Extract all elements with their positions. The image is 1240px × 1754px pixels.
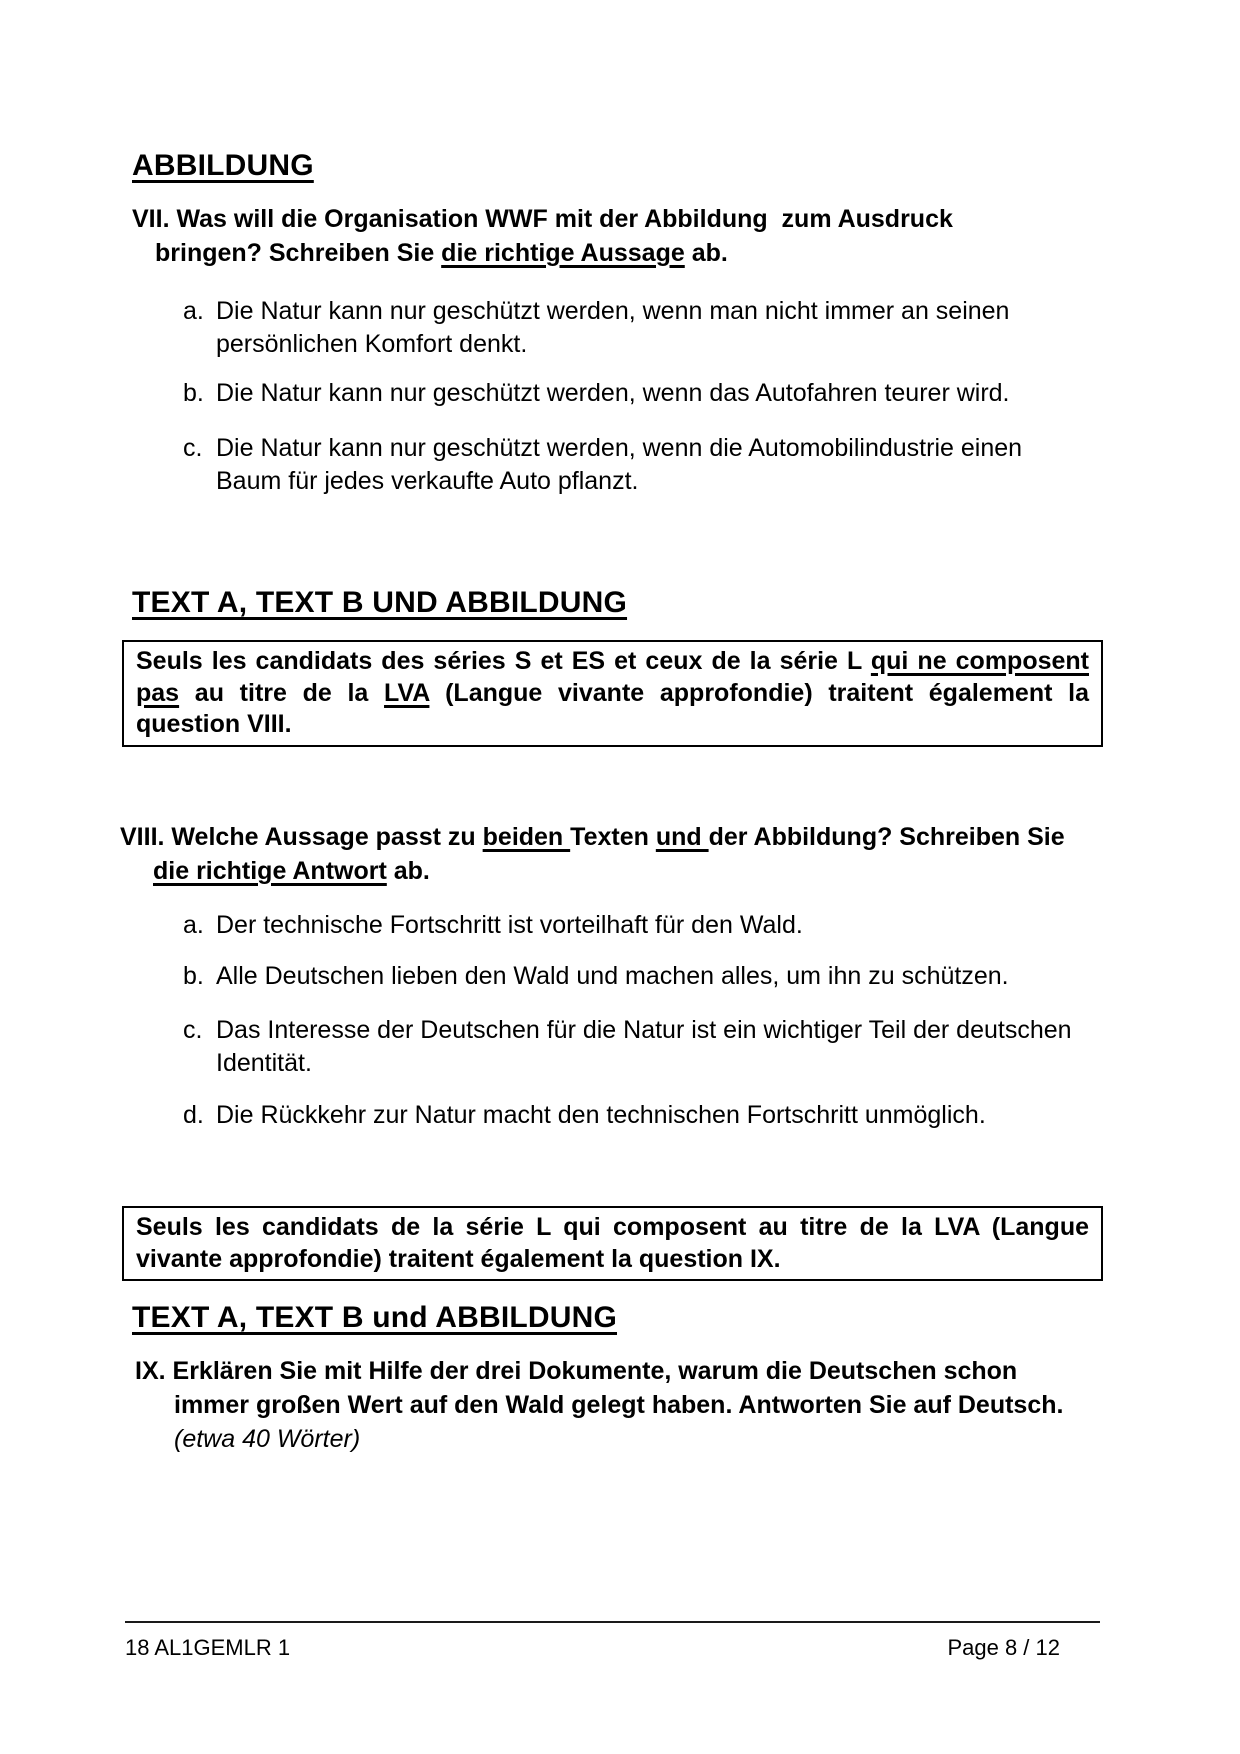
question-ix <box>135 1354 1145 1456</box>
section-heading-abbildung: ABBILDUNG <box>132 149 314 182</box>
text-segment: der Abbildung? Schreiben Sie <box>708 823 1065 851</box>
option-text <box>216 962 1009 990</box>
text-segment: vivante approfondie) traitent également la question IX. <box>136 1244 781 1273</box>
text-segment: Erklären Sie mit Hilfe der drei Dokumente, warum die Deutschen schon <box>165 1357 1018 1385</box>
question-viii-option-d <box>183 1099 1103 1132</box>
text-segment: (etwa 40 Wörter) <box>174 1425 361 1453</box>
text-segment: Identität. <box>216 1049 312 1077</box>
footer-exam-code: 18 AL1GEMLR 1 <box>125 1635 291 1660</box>
notice-serie-l-lva <box>122 1206 1103 1281</box>
text-segment: LVA <box>384 678 430 707</box>
option-text <box>216 1016 1072 1077</box>
question-viii-option-b <box>183 960 1103 993</box>
question-viii-number: VIII. <box>120 823 165 851</box>
notice-line <box>136 678 1089 710</box>
text-segment: und <box>655 823 709 851</box>
text-segment: persönlichen Komfort denkt. <box>216 330 528 358</box>
text-segment: Was will die Organisation WWF mit der Abbildung zum Ausdruck <box>169 205 953 233</box>
text-segment: immer großen Wert auf den Wald gelegt haben. Antworten Sie auf Deutsch. <box>174 1391 1064 1419</box>
notice-line <box>136 709 1089 741</box>
question-viii-option-c <box>183 1014 1103 1080</box>
notice-line <box>136 1212 1089 1244</box>
text-segment: Seuls les candidats des séries S et ES et ceux de la série L <box>136 647 871 675</box>
text-segment: (Langue vivante approfondie) traitent également la <box>429 678 1089 707</box>
text-segment: au titre de la <box>179 678 385 707</box>
option-letter: b. <box>183 379 204 407</box>
text-segment: ab. <box>386 857 430 885</box>
notice-line <box>136 646 1089 678</box>
text-segment: bringen? Schreiben Sie <box>155 239 442 267</box>
option-text <box>216 434 1022 495</box>
text-segment: Texten <box>570 823 656 851</box>
text-segment: die richtige Antwort <box>153 857 387 885</box>
question-vii-option-b <box>183 377 1103 410</box>
footer <box>125 1635 1060 1661</box>
text-segment: ab. <box>684 239 728 267</box>
text-segment: die richtige Aussage <box>441 239 685 267</box>
footer-divider <box>125 1621 1100 1623</box>
text-segment: Die Rückkehr zur Natur macht den technischen Fortschritt unmöglich. <box>216 1101 986 1129</box>
footer-page-number: Page 8 / 12 <box>947 1635 1060 1660</box>
option-letter: a. <box>183 911 204 939</box>
question-vii-text <box>155 205 953 267</box>
text-segment: Baum für jedes verkaufte Auto pflanzt. <box>216 467 639 495</box>
question-vii-number: VII. <box>132 205 170 233</box>
text-segment: qui ne composent <box>870 647 1089 675</box>
text-segment: Das Interesse der Deutschen für die Natur ist ein wichtiger Teil der deutschen <box>216 1016 1072 1044</box>
option-text <box>216 1101 986 1129</box>
section-heading-texts-ab-1: TEXT A, TEXT B UND ABBILDUNG <box>132 586 628 619</box>
text-segment: Der technische Fortschritt ist vorteilhaft für den Wald. <box>216 911 803 939</box>
question-ix-number: IX. <box>135 1357 166 1385</box>
option-letter: d. <box>183 1101 204 1129</box>
section-heading-texts-ab-2: TEXT A, TEXT B und ABBILDUNG <box>132 1301 618 1334</box>
option-letter: c. <box>183 434 203 462</box>
option-letter: b. <box>183 962 204 990</box>
text-segment: Die Natur kann nur geschützt werden, wenn man nicht immer an seinen <box>216 297 1010 325</box>
question-vii <box>132 202 1142 270</box>
option-letter: c. <box>183 1016 203 1044</box>
text-segment: Die Natur kann nur geschützt werden, wenn die Automobilindustrie einen <box>216 434 1023 462</box>
question-vii-option-a <box>183 295 1103 361</box>
text-segment: Seuls les candidats de la série L qui composent au titre de la LVA (Langue <box>136 1213 1089 1241</box>
option-text <box>216 911 803 939</box>
notice-line <box>136 1244 1089 1276</box>
option-letter: a. <box>183 297 204 325</box>
question-viii-text <box>153 823 1065 885</box>
text-segment: pas <box>136 678 180 707</box>
notice-series-s-es <box>122 640 1103 747</box>
option-text <box>216 379 1010 407</box>
text-segment: Alle Deutschen lieben den Wald und machen alles, um ihn zu schützen. <box>216 962 1009 990</box>
question-viii <box>120 820 1130 888</box>
text-segment: beiden <box>482 823 571 851</box>
text-segment: Welche Aussage passt zu <box>164 823 483 851</box>
question-ix-text <box>166 1357 1064 1453</box>
text-segment: Die Natur kann nur geschützt werden, wenn das Autofahren teurer wird. <box>216 379 1010 407</box>
text-segment: question VIII. <box>136 710 292 738</box>
question-viii-option-a <box>183 909 1103 942</box>
question-vii-option-c <box>183 432 1103 498</box>
option-text <box>216 297 1009 358</box>
